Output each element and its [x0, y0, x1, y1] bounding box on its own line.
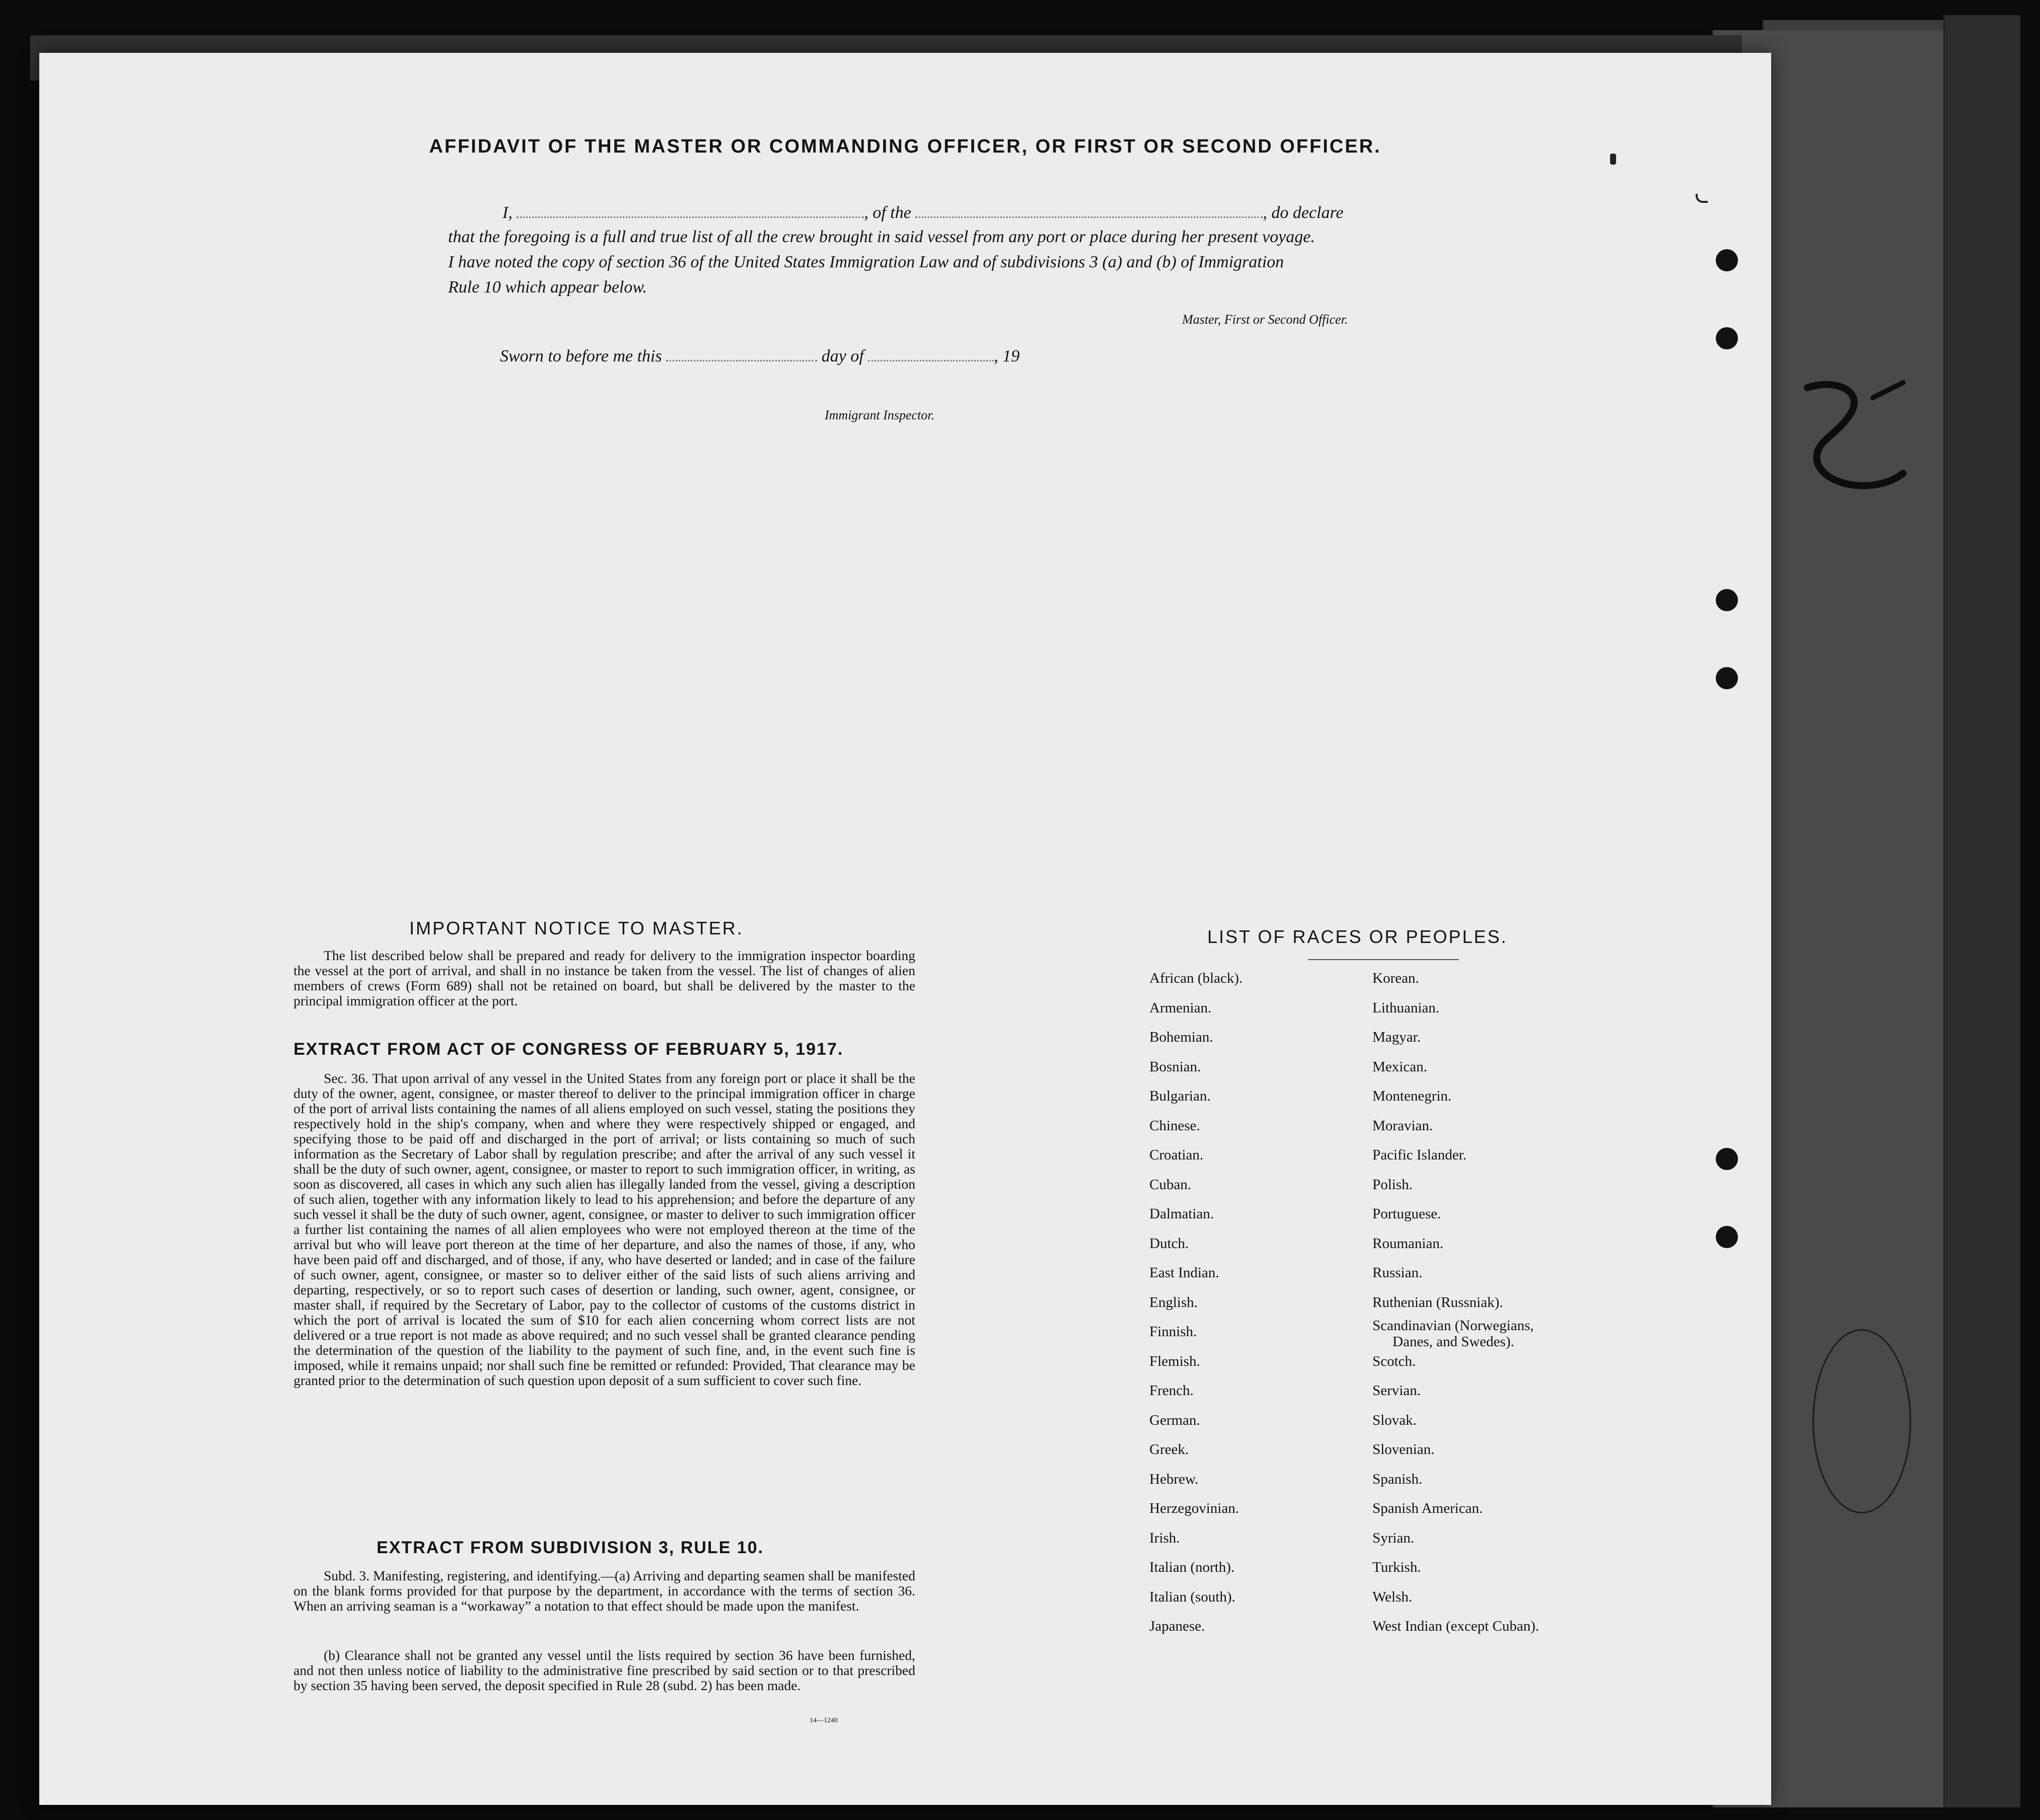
race-item: Roumanian. — [1372, 1235, 1443, 1252]
background-page-edge — [1943, 15, 2020, 1807]
officer-signature-label: Master, First or Second Officer. — [1182, 312, 1348, 327]
race-item: Chinese. — [1149, 1117, 1200, 1134]
race-item: East Indian. — [1149, 1265, 1219, 1281]
races-list-title: LIST OF RACES OR PEOPLES. — [1207, 926, 1508, 947]
race-item: French. — [1149, 1382, 1194, 1399]
race-item: Croatian. — [1149, 1147, 1204, 1163]
race-item: Portuguese. — [1372, 1206, 1441, 1222]
binder-hole — [1716, 1226, 1738, 1248]
vessel-blank — [915, 201, 1263, 218]
year-prefix: , 19 — [994, 347, 1020, 366]
race-item: Bulgarian. — [1149, 1088, 1211, 1104]
affidavit-line-1 — [502, 201, 1344, 223]
race-item: Spanish. — [1372, 1471, 1423, 1487]
race-item: Turkish. — [1372, 1559, 1421, 1575]
race-item: Dutch. — [1149, 1235, 1189, 1252]
notice-title: IMPORTANT NOTICE TO MASTER. — [409, 918, 744, 938]
race-item: Japanese. — [1149, 1618, 1205, 1634]
race-item: Slovak. — [1372, 1412, 1417, 1428]
race-item: Herzegovinian. — [1149, 1500, 1239, 1516]
race-item: Cuban. — [1149, 1176, 1191, 1193]
race-item: Welsh. — [1372, 1588, 1413, 1605]
race-item: Syrian. — [1372, 1530, 1414, 1546]
affidavit-i: I, — [502, 203, 513, 222]
affidavit-title: AFFIDAVIT OF THE MASTER OR COMMANDING OFFICER, OR FIRST OR SECOND OFFICER. — [429, 136, 1381, 157]
race-item: Ruthenian (Russniak). — [1372, 1294, 1503, 1311]
binder-hole — [1716, 1148, 1738, 1170]
race-item: Magyar. — [1372, 1029, 1421, 1045]
affidavit-line-4: Rule 10 which appear below. — [448, 278, 647, 297]
affidavit-of-the: , of the — [864, 203, 911, 222]
affidavit-line-3: I have noted the copy of section 36 of the United States Immigration Law and of subdivisions 3 (a) and (b) of Immigration — [448, 253, 1284, 271]
race-item: Greek. — [1149, 1441, 1189, 1458]
race-item: Spanish American. — [1372, 1500, 1483, 1516]
race-item: Mexican. — [1372, 1058, 1427, 1075]
race-item: Dalmatian. — [1149, 1206, 1214, 1222]
rule-extract-text-a: Subd. 3. Manifesting, registering, and identifying.—(a) Arriving and departing seamen shall be manifested on the blank forms provided for that purpose by the department, in accordance with the terms of section 36. When an arriving seaman is a “workaway” a notation to that effect should be made upon the manifest. — [294, 1568, 915, 1614]
race-item: African (black). — [1149, 970, 1243, 986]
race-item: Russian. — [1372, 1265, 1423, 1281]
rule-extract-title: EXTRACT FROM SUBDIVISION 3, RULE 10. — [377, 1538, 764, 1557]
race-item: Pacific Islander. — [1372, 1147, 1467, 1163]
binder-hole — [1716, 589, 1738, 611]
act-extract-text: Sec. 36. That upon arrival of any vessel in the United States from any foreign port or place it shall be the duty of the owner, agent, consignee, or master thereof to deliver to the principal immigration officer in charge of the port of arrival lists containing the names of all aliens employed on such vessel, stating the positions they respectively hold in the ship's company, when and where they were respectively shipped or engaged, and specifying those to be paid off and discharged in the port of arrival; or lists containing so much of such information as the Secretary of Labor shall by regulation prescribe; and after the arrival of any such vessel it shall be the duty of such owner, agent, consignee, or master to report to such immigration officer, in writing, as soon as discovered, all cases in which any such alien has illegally landed from the vessel, giving a description of such alien, together with any information likely to lead to his apprehension; and before the departure of any such vessel it shall be the duty of such owner, agent, consignee, or master to deliver to such immigration officer a further list containing the names of all alien employees who were not employed thereon at the time of the arrival but who will leave port thereon at the time of her departure, and also the names of those, if any, who have been paid off and discharged, and of those, if any, who have deserted or landed; and in case of the failure of such owner, agent, consignee, or master so to deliver either of the said lists of such aliens arriving and departing, respectively, or so to report such cases of desertion or landing, such owner, agent, consignee, or master shall, if required by the Secretary of Labor, pay to the collector of customs of the customs district in which the port of arrival is located the sum of $10 for each alien concerning whom correct lists are not delivered or a true report is not made as above required; and no such vessel shall be granted clearance pending the determination of the question of the liability to the payment of such fine, and, in the event such fine is imposed, while it remains unpaid; nor shall such fine be remitted or refunded: Provided, That clearance may be granted prior to the determination of such question upon deposit of a sum sufficient to cover such fine. — [294, 1070, 915, 1388]
race-item: Slovenian. — [1372, 1441, 1435, 1458]
binder-hole — [1716, 249, 1738, 271]
race-item: Flemish. — [1149, 1353, 1200, 1369]
month-blank — [868, 345, 994, 361]
affidavit-do-declare: , do declare — [1263, 203, 1344, 222]
form-number: 14—1240 — [810, 1717, 838, 1724]
race-item: Moravian. — [1372, 1117, 1433, 1134]
race-item: Bohemian. — [1149, 1029, 1213, 1045]
ring-mark — [1812, 1329, 1911, 1513]
sworn-label: Sworn to before me this — [500, 347, 662, 366]
race-item: Servian. — [1372, 1382, 1421, 1399]
day-of-label: day of — [821, 347, 864, 366]
race-item: Italian (north). — [1149, 1559, 1235, 1575]
notice-text: The list described below shall be prepared and ready for delivery to the immigration inspector boarding the vessel at the port of arrival, and shall in no instance be taken from the vessel. The list of changes of alien members of crews (Form 689) shall not be retained on board, but shall be delivered by the master to the principal immigration officer at the port. — [294, 948, 915, 1008]
binder-hole — [1716, 327, 1738, 349]
race-item: Danes, and Swedes). — [1393, 1334, 1514, 1350]
ink-speck — [1696, 194, 1708, 203]
document-sheet — [39, 53, 1771, 1805]
rule-extract-text-b: (b) Clearance shall not be granted any vessel until the lists required by section 36 have been furnished, and not then unless notice of liability to the administrative fine prescribed by said section or to that prescribed by section 35 having been served, the deposit specified in Rule 28 (subd. 2) has been made. — [294, 1647, 915, 1693]
binder-hole — [1716, 667, 1738, 689]
race-item: Italian (south). — [1149, 1588, 1235, 1605]
race-item: Scandinavian (Norwegians, — [1372, 1318, 1534, 1334]
race-item: Bosnian. — [1149, 1058, 1201, 1075]
race-item: Scotch. — [1372, 1353, 1416, 1369]
handwritten-mark — [1792, 373, 1913, 503]
race-item: Lithuanian. — [1372, 999, 1439, 1016]
race-item: Montenegrin. — [1372, 1088, 1452, 1104]
day-blank — [666, 345, 817, 361]
race-item: English. — [1149, 1294, 1198, 1311]
race-item: Hebrew. — [1149, 1471, 1199, 1487]
ink-speck — [1610, 154, 1616, 165]
act-extract-title: EXTRACT FROM ACT OF CONGRESS OF FEBRUARY 5, 1917. — [294, 1040, 844, 1059]
inspector-signature-label: Immigrant Inspector. — [825, 408, 935, 422]
name-blank — [517, 201, 864, 218]
race-item: Irish. — [1149, 1530, 1180, 1546]
race-item: German. — [1149, 1412, 1200, 1428]
race-item: Armenian. — [1149, 999, 1212, 1016]
race-item: Korean. — [1372, 970, 1419, 986]
race-item: West Indian (except Cuban). — [1372, 1618, 1540, 1634]
race-item: Polish. — [1372, 1176, 1413, 1193]
sworn-line — [500, 345, 1019, 366]
affidavit-line-2: that the foregoing is a full and true list of all the crew brought in said vessel from any port or place during her present voyage. — [448, 228, 1315, 246]
race-item: Finnish. — [1149, 1324, 1197, 1340]
title-rule — [1308, 959, 1459, 960]
